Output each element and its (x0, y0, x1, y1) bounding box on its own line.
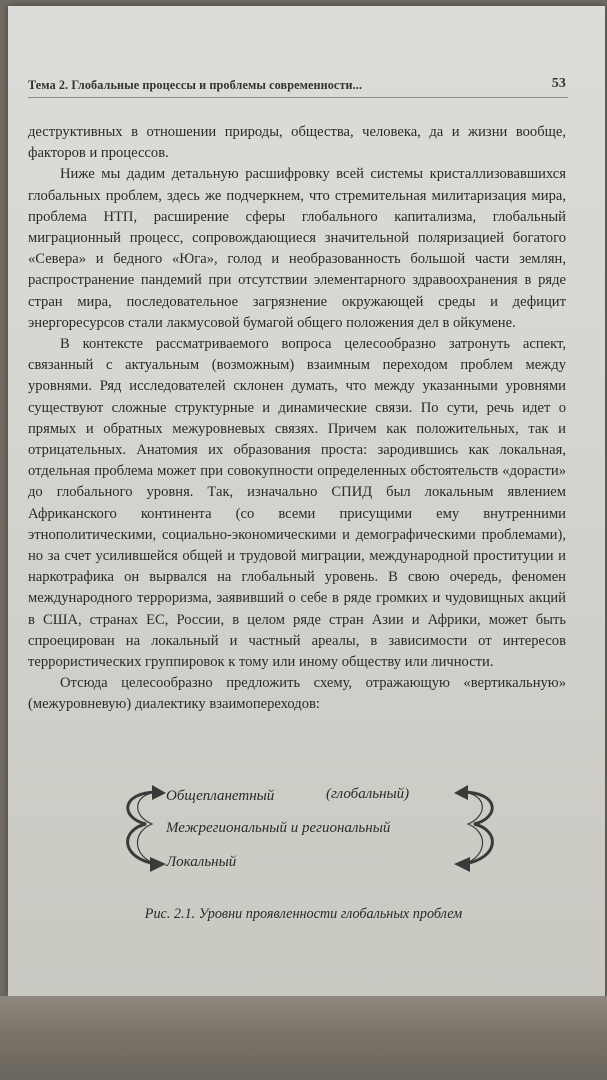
header-title: Тема 2. Глобальные процессы и проблемы современности... (28, 78, 363, 92)
paragraph: В контексте рассматриваемого вопроса целесообразно затронуть аспект, связанный с актуальным (возможным) взаимным переходом проблем между уровнями. Ряд исследователей склонен думать, что между указанными уровнями существуют сложные структурные и динамические связи. По сути, речь идет о прямых и обратных межуровневых связях. Причем как положительных, так и отрицательных. Анатомия их образования проста: зародившись как локальная, отдельная проблема может при совокупности определенных обстоятельств «дорасти» до глобального уровня. Так, изначально СПИД был локальным явлением Африканского континента (со всеми присущими ему внутренними этнополитическими, социально-экономическими и демографическими проблемами), но за счет усилившейся общей и трудовой миграции, международной проституции и наркотрафика он вырвался на глобальный уровень. В свою очередь, феномен международного терроризма, заявивший о себе в ряде громких и чудовищных акций в США, странах ЕС, России, в целом ряде стран Азии и Африки, может быть спроецирован на локальный и частный ареалы, в зависимости от интересов террористических группировок к тому или иному обществу или личности. (28, 336, 566, 671)
level-local: Локальный (166, 854, 237, 870)
right-curved-arrows-icon (450, 782, 510, 878)
level-global: Общепланетный (166, 788, 275, 804)
level-regional: Межрегиональный и региональный (166, 820, 391, 836)
paragraph: Отсюда целесообразно предложить схему, отражающую «вертикальную» (межуровневую) диалектику взаимопереходов: (28, 675, 566, 713)
running-header (28, 76, 566, 96)
body-text (28, 122, 566, 716)
figure-caption: Рис. 2.1. Уровни проявленности глобальных проблем (144, 906, 463, 922)
level-global-note: (глобальный) (326, 786, 410, 802)
header-rule (28, 97, 568, 98)
table-surface (0, 996, 607, 1080)
paragraph: Ниже мы дадим детальную расшифровку всей системы кристаллизовавшихся глобальных проблем, здесь же подчеркнем, что стремительная милитаризация мира, проблема НТП, расширение сферы глобального капитализма, глобальный миграционный процесс, сопровождающиеся значительной поляризацией богатого «Севера» и бедного «Юга», голод и необразованность большой части землян, распространение пандемий при отсутствии элементарного здравоохранения в ряде стран мира, последовательное загрязнение окружающей среды и дефицит энергоресурсов стали лакмусовой бумагой общего положения дел в ойкумене. (28, 166, 566, 331)
left-curved-arrows-icon (110, 782, 170, 878)
paragraph-continuation: деструктивных в отношении природы, общества, человека, да и жизни вообще, факторов и процессов. (28, 124, 566, 162)
levels-diagram (110, 780, 510, 880)
page-number: 53 (551, 76, 566, 91)
